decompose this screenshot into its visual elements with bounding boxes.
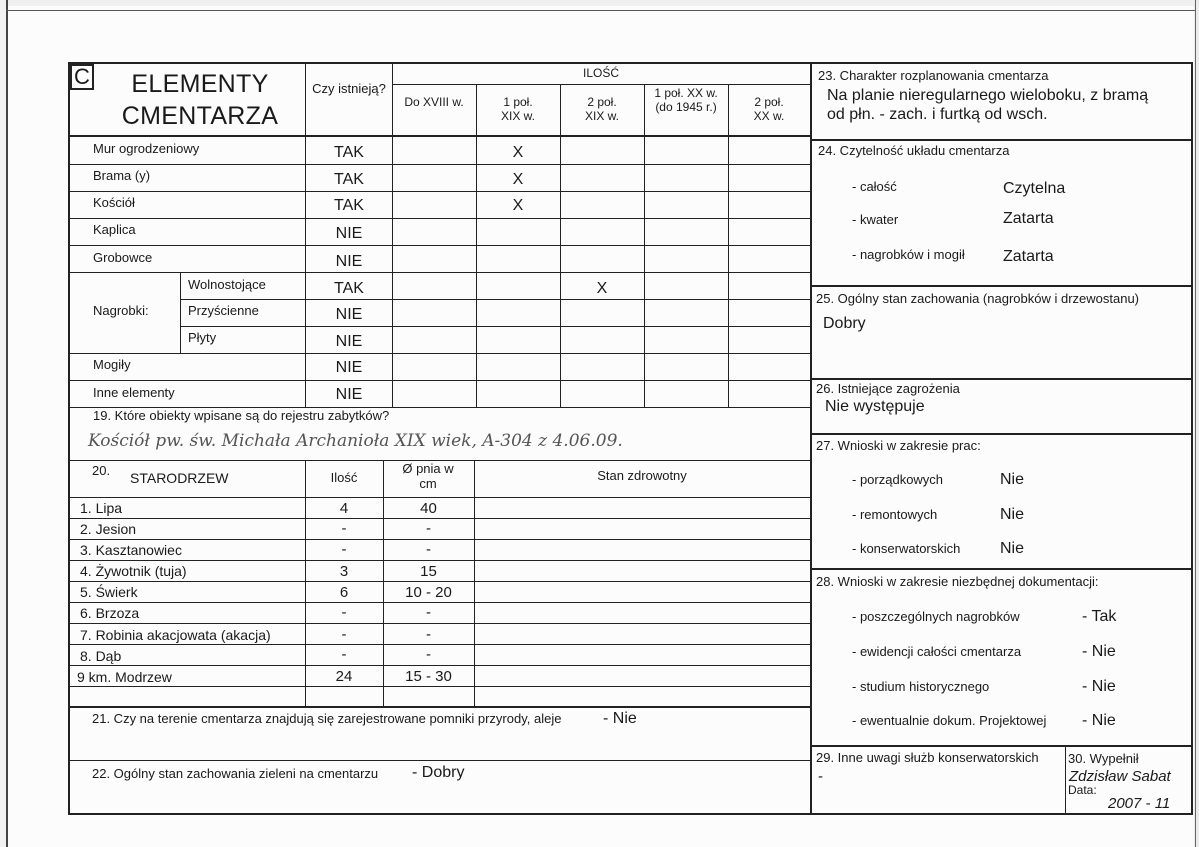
period-mark: X [512, 197, 524, 214]
trees-health-header: Stan zdrowotny [597, 468, 687, 483]
q30-label: 30. Wypełnił [1068, 751, 1139, 766]
nagrobki-label: Nagrobki: [93, 303, 149, 318]
element-name: Brama (y) [93, 168, 151, 183]
tree-name: 9 km. Modrzew [77, 669, 172, 685]
q22-label: 22. Ogólny stan zachowania zieleni na cmentarzu [92, 766, 379, 781]
q19-handwritten-answer: Kościół pw. św. Michała Archanioła XIX wiek, A-304 z 4.06.09. [88, 431, 623, 451]
grid-line [68, 813, 1193, 815]
tree-name: 6. Brzoza [80, 605, 140, 621]
q30-date: 2007 - 11 [1108, 795, 1171, 812]
q24-item-label: - nagrobków i mogił [852, 247, 965, 262]
element-name: Mogiły [93, 357, 131, 372]
grid-line [68, 497, 810, 498]
period-header: 2 poł. XX w. [753, 95, 785, 123]
period-mark: X [596, 280, 608, 297]
period-mark: X [512, 144, 524, 161]
grid-line [68, 518, 810, 519]
q28-item-value: - Nie [1082, 712, 1116, 729]
q30-name: Zdzisław Sabat [1069, 768, 1171, 785]
element-name: Płyty [188, 330, 217, 345]
tree-diam: - [426, 646, 431, 663]
q25-value: Dobry [823, 315, 866, 332]
tree-name: 5. Świerk [80, 584, 138, 600]
tree-qty: 3 [339, 563, 349, 580]
period-header: Do XVIII w. [404, 95, 464, 109]
exists-value: TAK [334, 280, 364, 297]
grid-line [180, 326, 810, 327]
q21-label: 21. Czy na terenie cmentarza znajdują się zarejestrowane pomniki przyrody, aleje [92, 711, 562, 726]
exists-value: NIE [335, 359, 363, 376]
grid-line [68, 623, 810, 624]
tree-diam: - [426, 626, 431, 643]
tree-qty: - [341, 520, 347, 537]
grid-line [810, 139, 1193, 141]
q28-item-label: - poszczególnych nagrobków [852, 609, 1020, 624]
grid-line [68, 218, 810, 219]
grid-line [560, 84, 561, 407]
card-border-left [6, 0, 8, 847]
grid-line [68, 353, 810, 354]
element-name: Mur ogrodzeniowy [93, 141, 200, 156]
q27-item-label: - porządkowych [852, 472, 944, 487]
q29-value: - [818, 768, 823, 785]
q30-date-label: Data: [1068, 783, 1097, 797]
exists-value: NIE [335, 225, 363, 242]
element-name: Przyścienne [188, 303, 259, 318]
tree-name: 3. Kasztanowiec [80, 542, 182, 558]
exists-value: NIE [335, 253, 363, 270]
card-border-top [6, 10, 1196, 11]
q24-item-label: - całość [852, 179, 897, 194]
element-name: Grobowce [93, 250, 153, 265]
trees-number: 20. [92, 463, 111, 478]
q28-item-value: - Tak [1082, 608, 1117, 625]
grid-line [68, 706, 810, 708]
grid-line [68, 644, 810, 645]
element-name: Wolnostojące [188, 277, 266, 292]
tree-diam: 10 - 20 [405, 584, 452, 601]
grid-line [474, 460, 475, 706]
q21-answer: - Nie [603, 710, 637, 727]
tree-qty: 4 [339, 500, 349, 517]
title-line2: CMENTARZA [121, 102, 279, 130]
trees-title: STARODRZEW [130, 470, 229, 486]
trees-qty-header: Ilość [330, 470, 358, 485]
q23-answer-line2: od płn. - zach. i furtką od wsch. [827, 106, 1048, 123]
tree-qty: 6 [339, 584, 349, 601]
tree-diam: 15 - 30 [405, 668, 452, 685]
grid-line [68, 62, 1193, 64]
q29-label: 29. Inne uwagi służb konserwatorskich [816, 750, 1039, 765]
grid-line [68, 164, 810, 165]
q27-item-value: Nie [1000, 471, 1025, 488]
grid-line [1191, 62, 1193, 815]
period-header: 1 poł. XX w. (do 1945 r.) [654, 86, 718, 114]
grid-line [810, 378, 1193, 380]
element-name: Kaplica [93, 222, 136, 237]
q24-item-label: - kwater [852, 212, 899, 227]
element-name: Inne elementy [93, 385, 175, 400]
grid-line [180, 272, 181, 353]
grid-line [68, 760, 810, 761]
q24-item-value: Zatarta [1003, 248, 1054, 265]
exists-value: TAK [334, 197, 364, 214]
section-letter-box: C [70, 64, 94, 90]
grid-line [68, 560, 810, 561]
q24-item-value: Czytelna [1003, 180, 1066, 197]
grid-line [180, 299, 810, 300]
grid-line [1065, 745, 1066, 815]
tree-diam: - [426, 520, 431, 537]
q27-label: 27. Wnioski w zakresie prac: [816, 438, 981, 453]
tree-name: 2. Jesion [80, 521, 137, 537]
grid-line [68, 62, 70, 815]
tree-diam: 40 [420, 500, 437, 517]
exists-value: NIE [335, 306, 363, 323]
exists-value: TAK [334, 144, 364, 161]
tree-name: 1. Lipa [80, 500, 123, 516]
tree-name: 8. Dąb [80, 648, 122, 664]
q22-answer: - Dobry [412, 764, 465, 781]
q19-label: 19. Które obiekty wpisane są do rejestru zabytków? [93, 408, 390, 423]
tree-diam: - [426, 541, 431, 558]
grid-line [392, 84, 810, 85]
q26-value: Nie występuje [825, 398, 925, 415]
q27-item-label: - remontowych [852, 507, 938, 522]
q24-label: 24. Czytelność układu cmentarza [818, 143, 1010, 158]
element-name: Kościół [93, 195, 135, 210]
tree-name: 4. Żywotnik (tuja) [80, 563, 187, 579]
q28-item-label: - studium historycznego [852, 679, 990, 694]
grid-line [810, 285, 1193, 287]
grid-line [810, 433, 1193, 435]
grid-line [392, 62, 393, 407]
ilosc-header: ILOŚĆ [582, 66, 619, 80]
grid-line [68, 686, 810, 687]
tree-qty: - [341, 646, 347, 663]
tree-qty: - [341, 541, 347, 558]
grid-line [68, 245, 810, 246]
q28-label: 28. Wnioski w zakresie niezbędnej dokumentacji: [816, 574, 1099, 589]
exists-value: NIE [335, 386, 363, 403]
grid-line [68, 191, 810, 192]
grid-line [68, 135, 810, 137]
grid-line [810, 745, 1193, 747]
grid-line [810, 568, 1193, 570]
tree-name: 7. Robinia akacjowata (akacja) [80, 627, 271, 643]
q28-item-label: - ewentualnie dokum. Projektowej [852, 713, 1047, 728]
grid-line [68, 539, 810, 540]
tree-qty: 24 [335, 668, 353, 685]
q28-item-value: - Nie [1082, 643, 1116, 660]
q23-answer-line1: Na planie nieregularnego wieloboku, z bramą [827, 87, 1149, 104]
exists-value: NIE [335, 333, 363, 350]
q28-item-value: - Nie [1082, 678, 1116, 695]
card-border-right [1195, 0, 1196, 847]
trees-diam-header: Ø pnia w cm [402, 461, 454, 491]
period-mark: X [512, 171, 524, 188]
q28-item-label: - ewidencji całości cmentarza [852, 644, 1022, 659]
q26-label: 26. Istniejące zagrożenia [816, 381, 960, 396]
exists-column-header: Czy istnieją? [312, 81, 386, 96]
grid-line [644, 84, 645, 407]
scan-edge-top [0, 0, 1199, 6]
tree-qty: - [341, 604, 347, 621]
tree-qty: - [341, 626, 347, 643]
grid-line [68, 581, 810, 582]
q24-item-value: Zatarta [1003, 210, 1054, 227]
grid-line [68, 665, 810, 666]
grid-line [68, 380, 810, 381]
tree-diam: - [426, 604, 431, 621]
q27-item-value: Nie [1000, 506, 1025, 523]
grid-line [810, 62, 812, 815]
q23-label: 23. Charakter rozplanowania cmentarza [818, 68, 1049, 83]
q25-label: 25. Ogólny stan zachowania (nagrobków i drzewostanu) [816, 291, 1140, 306]
q27-item-value: Nie [1000, 540, 1025, 557]
title-line1: ELEMENTY [131, 70, 269, 98]
period-header: 1 poł. XIX w. [500, 95, 535, 123]
grid-line [476, 84, 477, 407]
exists-value: TAK [334, 171, 364, 188]
grid-line [728, 84, 729, 407]
q27-item-label: - konserwatorskich [852, 541, 961, 556]
tree-diam: 15 [420, 563, 437, 580]
period-header: 2 poł. XIX w. [584, 95, 619, 123]
grid-line [68, 602, 810, 603]
